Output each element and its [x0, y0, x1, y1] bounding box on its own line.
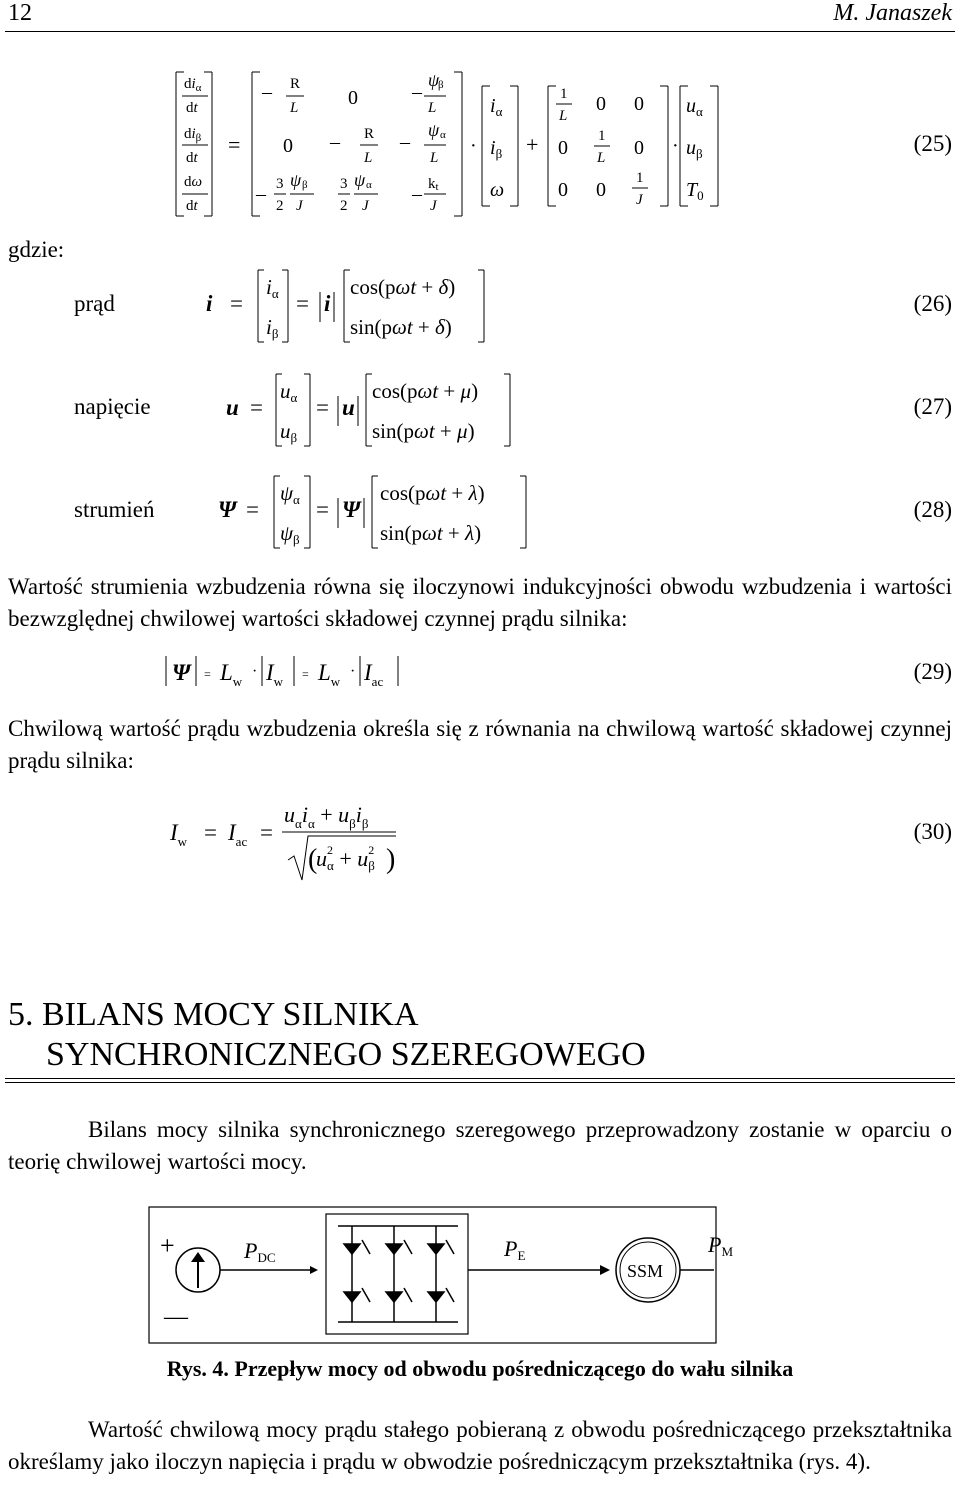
svg-text:sin(pωt + μ): sin(pωt + μ)	[372, 419, 475, 443]
inverter-box	[326, 1214, 468, 1334]
svg-text:ψ: ψ	[428, 120, 440, 140]
svg-text:diβ: $di_\beta$	[184, 126, 202, 144]
pdc-label: PDC	[244, 1238, 276, 1265]
svg-text:Ψ: Ψ	[342, 497, 361, 522]
page-number: 12	[8, 0, 32, 26]
svg-text:0: 0	[558, 179, 568, 201]
svg-text:ψ: ψ	[428, 70, 440, 90]
svg-text:0: 0	[558, 137, 568, 159]
svg-text:+: +	[526, 132, 539, 157]
svg-text:): )	[386, 844, 396, 875]
paragraph-flux: Wartość strumienia wzbudzenia równa się iloczynowi indukcyjności obwodu wzbudzenia i wartości bezwzględnej chwilowej wartości składowej czynnej prądu silnika:	[8, 574, 952, 631]
svg-text:·: ·	[350, 663, 356, 680]
svg-text:=: =	[230, 291, 243, 316]
section-heading	[8, 995, 646, 1075]
svg-text:3: 3	[276, 176, 284, 192]
svg-text:3: 3	[340, 176, 348, 192]
section-heading-line-1: 5. BILANS MOCY SILNIKA	[8, 996, 419, 1033]
svg-text:–: –	[256, 183, 266, 205]
svg-text:1: 1	[598, 128, 606, 144]
svg-text:R: R	[364, 126, 375, 142]
svg-text:L: L	[430, 150, 439, 166]
svg-text:L: L	[364, 150, 373, 166]
svg-text:kt: kt	[428, 176, 439, 193]
svg-text:=: =	[260, 820, 273, 845]
svg-text:dt: dt	[186, 150, 198, 166]
equation-label-flux: strumień	[74, 497, 155, 522]
svg-text:–: –	[400, 131, 410, 153]
svg-text:Ψ: Ψ	[218, 497, 237, 522]
svg-text:α: α	[440, 129, 446, 141]
svg-text:ψ: ψ	[290, 170, 302, 190]
svg-text:=: =	[246, 497, 259, 522]
svg-text:uαiα + uβiβ: $u_\alpha i_\alpha + u_\beta i_\beta$	[284, 802, 369, 831]
svg-text:=: =	[316, 395, 329, 420]
svg-text:–: –	[412, 183, 422, 205]
equation-25	[0, 66, 960, 226]
svg-text:T0: $T_0$	[686, 179, 704, 203]
svg-text:Iw: $I_w$	[170, 820, 188, 849]
svg-text:Iac: $I_{ac}$	[364, 660, 384, 689]
equation-29	[160, 652, 420, 692]
svg-text:0: 0	[634, 93, 644, 115]
equation-label-voltage: napięcie	[74, 394, 151, 419]
svg-text:=: =	[204, 667, 211, 681]
svg-text:u: u	[226, 395, 239, 420]
svg-text:iα: $i_\alpha$	[490, 95, 503, 119]
svg-text:ψ: ψ	[354, 170, 366, 190]
svg-text:–: –	[412, 81, 422, 103]
equation-number-30: (30)	[913, 819, 952, 844]
paragraph-dc-power: Wartość chwilową mocy prądu stałego pobieraną z obwodu pośredniczącego przekształtnika określamy jako iloczyn napięcia i prądu w obwodzie pośredniczącym przekształtnika (rys. 4).	[8, 1417, 952, 1474]
svg-text:iβ: $i_\beta$	[490, 137, 503, 161]
minus-sign: —	[164, 1304, 188, 1330]
svg-text:0: 0	[596, 93, 606, 115]
svg-text:i: i	[324, 291, 331, 316]
svg-text:sin(pωt + λ): sin(pωt + λ)	[380, 521, 482, 545]
svg-text:=: =	[302, 667, 309, 681]
svg-text:diα: $di_\alpha$	[184, 76, 202, 94]
svg-text:ψα: ψα	[280, 481, 300, 507]
svg-text:dt: dt	[186, 198, 198, 214]
equation-number-29: (29)	[913, 659, 952, 684]
svg-text:J: J	[296, 198, 303, 214]
svg-text:Ψ: Ψ	[172, 660, 191, 685]
inverter-switches	[338, 1226, 458, 1322]
svg-text:uα: uα	[280, 379, 298, 405]
svg-text:iβ: iβ	[266, 315, 279, 341]
plus-sign: +	[160, 1231, 175, 1260]
paragraph-excitation-current: Chwilową wartość prądu wzbudzenia określa się z równania na chwilową wartość składowej czynnej prądu silnika:	[8, 716, 952, 773]
svg-text:–: –	[262, 81, 272, 103]
equation-number-27: (27)	[913, 394, 952, 419]
svg-text:u: u	[342, 395, 355, 420]
svg-text:β: β	[302, 179, 308, 191]
svg-text:·: ·	[672, 135, 679, 157]
svg-text:L: L	[597, 150, 606, 166]
equation-number-28: (28)	[913, 497, 952, 522]
svg-text:=: =	[250, 395, 263, 420]
svg-text:·: ·	[252, 663, 258, 680]
svg-text:cos(pωt + δ): cos(pωt + δ)	[350, 275, 456, 299]
svg-text:–: –	[330, 131, 340, 153]
svg-text:J: J	[362, 198, 369, 214]
svg-text:0: 0	[634, 137, 644, 159]
svg-text:uβ: $u_\beta$	[686, 137, 703, 161]
power-flow-diagram	[148, 1206, 734, 1346]
svg-text:Lw: $L_w$	[318, 660, 341, 689]
svg-text:L: L	[428, 100, 437, 116]
equation-number-26: (26)	[913, 291, 952, 316]
svg-text:ψβ: ψβ	[280, 521, 300, 547]
equation-26	[200, 266, 500, 346]
svg-text:cos(pωt + λ): cos(pωt + λ)	[380, 481, 485, 505]
svg-text:=: =	[228, 132, 241, 157]
svg-text:L: L	[559, 108, 568, 124]
svg-text:dω: dω	[184, 174, 203, 190]
svg-text:α: α	[366, 179, 372, 191]
svg-text:Lw: $L_w$	[220, 660, 243, 689]
pm-label: PM	[708, 1232, 734, 1259]
svg-text:cos(pωt + μ): cos(pωt + μ)	[372, 379, 479, 403]
svg-text:=: =	[296, 291, 309, 316]
svg-text:iα: iα	[266, 275, 279, 301]
svg-text:u2α + u2β: $u^2$ $\alpha + u^2$ β	[316, 843, 375, 873]
svg-text:R: R	[290, 76, 301, 92]
svg-text:=: =	[316, 497, 329, 522]
svg-text:L: L	[290, 100, 299, 116]
svg-text:1: 1	[636, 170, 644, 186]
svg-text:J: J	[430, 198, 437, 214]
equation-label-current: prąd	[74, 291, 115, 316]
svg-text:β: β	[438, 79, 444, 91]
header-rule	[5, 31, 955, 32]
svg-text:=: =	[204, 820, 217, 845]
svg-text:i: i	[206, 291, 213, 316]
svg-text:uβ: uβ	[280, 419, 298, 445]
section-heading-line-2: SYNCHRONICZNEGO SZEREGOWEGO	[46, 1036, 646, 1073]
svg-text:2: 2	[276, 198, 284, 214]
svg-text:(: (	[308, 844, 318, 875]
svg-text:0: 0	[348, 87, 358, 109]
equation-28	[214, 472, 534, 552]
svg-text:0: 0	[596, 179, 606, 201]
section-rule-bottom	[5, 1082, 955, 1083]
ssm-label: SSM	[627, 1261, 664, 1281]
equation-30	[160, 796, 420, 886]
equation-number-25: (25)	[913, 131, 952, 156]
svg-text:J: J	[636, 192, 643, 208]
svg-text:0: 0	[283, 135, 293, 157]
svg-text:uα: $u_\alpha$	[686, 95, 703, 119]
svg-text:Iac: $I_{ac}$	[228, 820, 248, 849]
section-rule-top	[5, 1078, 955, 1079]
figure-caption: Rys. 4. Przepływ mocy od obwodu pośredniczącego do wału silnika	[166, 1356, 794, 1381]
pe-label: PE	[504, 1236, 526, 1263]
svg-text:Iw: $I_w$	[266, 660, 284, 689]
header-author: M. Janaszek	[833, 0, 952, 26]
svg-text:ω: ω	[490, 179, 505, 201]
svg-text:1: 1	[560, 86, 568, 102]
paragraph-power-balance: Bilans mocy silnika synchronicznego szeregowego przeprowadzony zostanie w oparciu o teorię chwilowej wartości mocy.	[8, 1117, 952, 1174]
equation-27	[220, 370, 520, 450]
svg-text:sin(pωt + δ): sin(pωt + δ)	[350, 315, 452, 339]
gdzie-label: gdzie:	[8, 237, 65, 262]
svg-text:·: ·	[470, 135, 477, 157]
svg-text:2: 2	[340, 198, 348, 214]
svg-text:dt: dt	[186, 100, 198, 116]
